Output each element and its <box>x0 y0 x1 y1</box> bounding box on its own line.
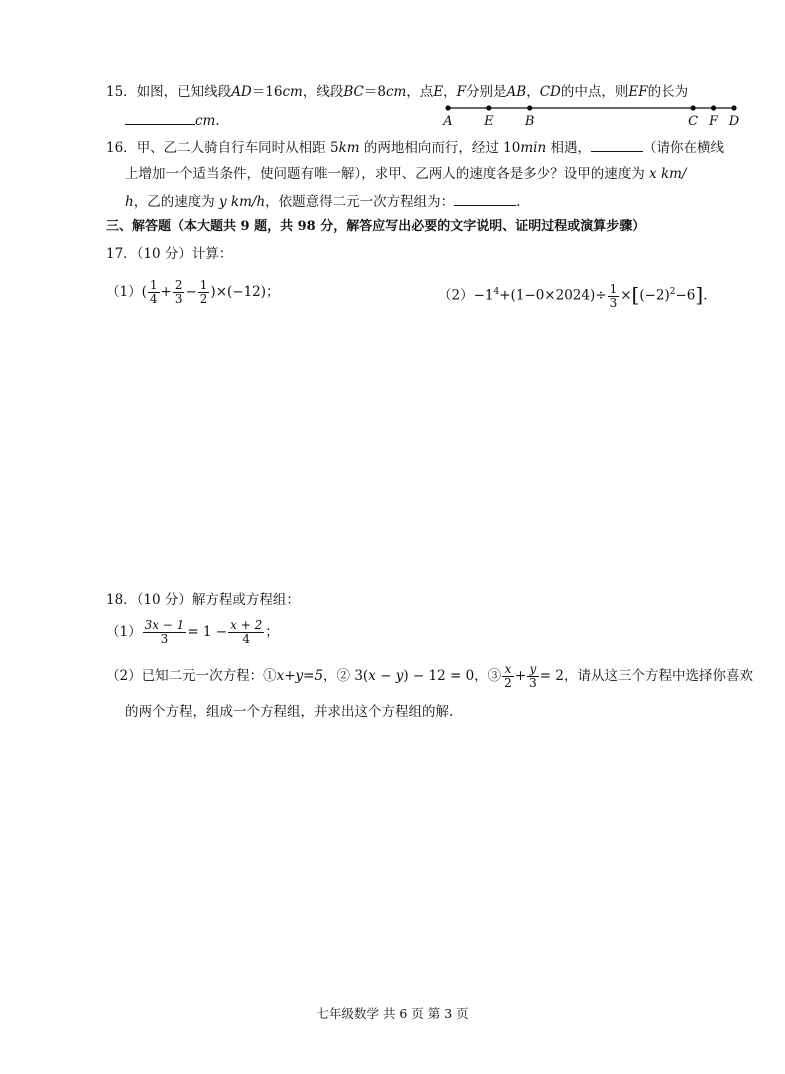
section-3-heading: 三、解答题（本大题共 9 题，共 98 分，解答应写出必要的文字说明、证明过程或演算步骤） <box>106 219 646 234</box>
q17-part-1 <box>106 278 280 306</box>
q17-p2-e: −6 <box>675 287 696 304</box>
q18-part-2-line-2: 的两个方程，组成一个方程组，并求出这个方程组的解. <box>125 704 454 720</box>
q15-unit: cm <box>195 113 216 129</box>
q15-cd: CD <box>539 84 561 100</box>
segment-label-C: C <box>688 114 699 129</box>
frac-num: 1 <box>609 281 618 296</box>
q18-p2-plus: + <box>514 668 527 684</box>
q17-p1-label: （1） <box>106 284 142 300</box>
q16-text-1a: 甲、乙二人骑自行车同时从相距 5 <box>136 140 339 156</box>
q17-p2-c: × <box>620 287 632 304</box>
page-footer: 七年级数学 共 6 页 第 3 页 <box>316 1006 469 1021</box>
q16-min: min <box>520 140 547 156</box>
q15-text: 如图，已知线段 <box>136 84 232 100</box>
q16-text-3c: y km/h <box>219 194 266 210</box>
q15-eq2: ＝8 <box>363 84 386 100</box>
q18-p2-c: ) − 12 = 0，③ <box>403 668 502 684</box>
fraction-3x-1-over-3 <box>143 619 187 646</box>
q16-line-3 <box>125 191 520 212</box>
frac-den: 2 <box>504 676 512 690</box>
q16-text-1c: 相遇， <box>546 140 591 156</box>
q15-ab: AB <box>506 84 527 100</box>
q17-p2-a: −1 <box>473 287 494 304</box>
q18-part-1 <box>106 618 279 646</box>
q15-text-f: 的长为 <box>647 84 689 100</box>
q16-text-1d: （请你在横线 <box>642 140 724 156</box>
q15-e: E <box>433 84 444 100</box>
answer-blank-16-condition[interactable] <box>591 137 643 152</box>
q18-p2-b: ，② 3( <box>323 668 369 684</box>
segment-label-D: D <box>728 114 740 129</box>
q18-p1-mid: = 1 − <box>187 624 228 640</box>
frac-den: 3 <box>174 292 183 306</box>
q15-text-d: 分别是 <box>466 84 507 100</box>
frac-den: 4 <box>149 292 158 306</box>
q16-number: 16． <box>106 140 137 156</box>
q15-number: 15． <box>106 84 137 100</box>
segment-point-C <box>691 105 696 110</box>
segment-label-A: A <box>443 114 453 129</box>
frac-num: x + 2 <box>230 618 263 632</box>
q16-text-3d: ，依题意得二元一次方程组为： <box>265 194 455 210</box>
q15-line-1 <box>106 82 688 102</box>
q15-comma1: ， <box>443 84 457 100</box>
frac-num: x <box>502 663 514 677</box>
q16-text-3b: ，乙的速度为 <box>133 194 219 210</box>
segment-label-E: E <box>484 114 494 129</box>
q17-p2-exp: 4 <box>493 287 500 297</box>
q15-cm2: cm <box>385 84 407 100</box>
q17-p2-b: +(1−0×2024)÷ <box>499 287 607 304</box>
q18-part-2-line-1 <box>106 662 753 690</box>
segment-point-F <box>711 105 716 110</box>
q15-ad: AD <box>231 84 252 100</box>
q18-p2-d: = 2，请从这三个方程中选择你喜欢 <box>539 668 753 684</box>
q16-text-1b: 的两地相向而行，经过 10 <box>359 140 521 156</box>
q17-p2-label: （2） <box>438 287 474 304</box>
frac-num: 1 <box>149 278 158 292</box>
fraction-y-over-3 <box>527 663 539 690</box>
q18-p1-end: ； <box>265 624 279 640</box>
frac-den: 4 <box>242 632 250 646</box>
q15-text-e: 的中点，则 <box>560 84 629 100</box>
segment-label-F: F <box>709 114 719 129</box>
q15-text-c: ，点 <box>406 84 434 100</box>
q15-ef: EF <box>628 84 648 100</box>
segment-point-A <box>445 105 450 110</box>
frac-den: 2 <box>199 292 208 306</box>
q16-text-2a: 上增加一个适当条件，使问题有唯一解），求甲、乙两人的速度各是多少？设甲的速度为 <box>125 166 650 182</box>
q15-end: . <box>215 113 220 129</box>
q16-text-3e: . <box>516 194 521 210</box>
q15-line-2 <box>125 110 220 131</box>
q17-p2-d: (−2) <box>639 287 670 304</box>
frac-den: 3 <box>609 295 618 310</box>
q16-text-2b: x km/ <box>649 166 687 182</box>
fraction-2-3 <box>173 279 185 306</box>
q17-p1-open: ( <box>141 284 147 300</box>
fraction-x-2-over-4 <box>228 619 264 646</box>
fraction-1-4 <box>148 279 160 306</box>
fraction-x-over-2 <box>502 663 514 690</box>
q15-text-b: ，线段 <box>302 84 344 100</box>
q18-eq2: x − y <box>368 668 404 684</box>
q18-p2-a: （2）已知二元一次方程：① <box>106 668 277 684</box>
q18-p1-label: （1） <box>106 624 142 640</box>
q15-comma2: ， <box>526 84 540 100</box>
q17-p2-exp2: 2 <box>669 287 676 297</box>
frac-den: 3 <box>529 676 537 690</box>
q17-plus: + <box>160 284 172 300</box>
q16-text-3a: h <box>125 194 134 210</box>
q17-part-2 <box>438 278 708 310</box>
segment-label-B: B <box>524 114 535 129</box>
q15-eq1: ＝16 <box>251 84 283 100</box>
q15-bc: BC <box>343 84 364 100</box>
q15-cm1: cm <box>282 84 303 100</box>
answer-blank-16-system[interactable] <box>454 191 516 206</box>
answer-blank-15[interactable] <box>125 110 195 125</box>
segment-point-B <box>527 105 532 110</box>
frac-den: 3 <box>160 632 169 646</box>
segment-point-E <box>486 105 491 110</box>
frac-num: 3x − 1 <box>144 618 185 632</box>
q17-heading: 17．（10 分）计算： <box>106 246 233 262</box>
q16-line-2 <box>125 164 686 184</box>
frac-num: 2 <box>174 278 183 292</box>
q17-minus: − <box>185 284 197 300</box>
segment-point-D <box>731 105 736 110</box>
q16-line-1 <box>106 137 724 158</box>
q17-right-bracket: ] <box>695 282 704 307</box>
frac-num: y <box>527 663 539 677</box>
q15-f: F <box>456 84 467 100</box>
frac-num: 1 <box>199 278 208 292</box>
fraction-1-2 <box>198 279 210 306</box>
fraction-1-3 <box>608 283 620 310</box>
segment-figure <box>438 100 748 130</box>
q17-left-bracket: [ <box>631 282 640 307</box>
q16-km: km <box>338 140 360 156</box>
q17-p2-end: . <box>703 287 708 304</box>
q17-p1-close: )×(−12)； <box>210 284 280 300</box>
q18-eq1: x+y=5 <box>276 668 324 684</box>
q18-heading: 18．（10 分）解方程或方程组： <box>106 592 300 608</box>
